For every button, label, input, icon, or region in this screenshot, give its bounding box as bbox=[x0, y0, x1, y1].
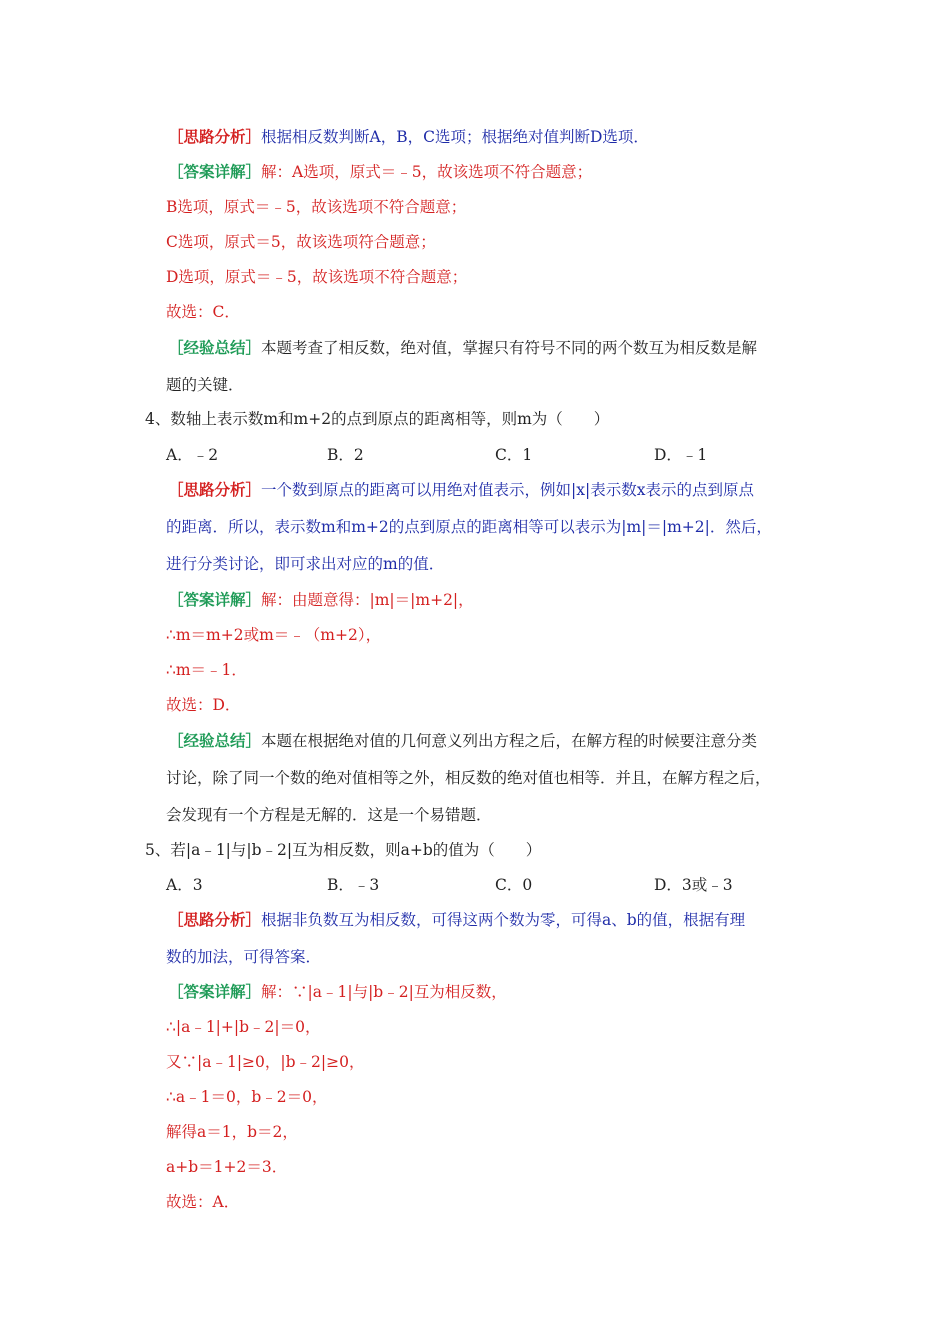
summary-text: 本题考查了相反数，绝对值，掌握只有符号不同的两个数互为相反数是解 bbox=[261, 339, 758, 357]
answer-line: ∴m＝﹣1． bbox=[166, 661, 247, 679]
q5-option-d: D．3或﹣3 bbox=[654, 876, 733, 894]
answer-line: D选项，原式＝﹣5，故该选项不符合题意； bbox=[166, 268, 468, 286]
analysis-text: 一个数到原点的距离可以用绝对值表示，例如|x|表示数x表示的点到原点 bbox=[261, 481, 754, 499]
summary-text: 本题在根据绝对值的几何意义列出方程之后，在解方程的时候要注意分类 bbox=[261, 732, 758, 750]
analysis-line: 的距离．所以，表示数m和m+2的点到原点的距离相等可以表示为|m|＝|m+2|．然后， bbox=[166, 518, 772, 536]
answer-line: C选项，原式＝5，故该选项符合题意； bbox=[166, 233, 436, 251]
q5-analysis bbox=[168, 909, 745, 931]
answer-tag: ［答案详解］ bbox=[168, 982, 262, 1001]
analysis-tag: ［思路分析］ bbox=[168, 127, 262, 146]
q4-summary bbox=[168, 730, 757, 752]
q4-question: 4、数轴上表示数m和m+2的点到原点的距离相等，则m为（ ） bbox=[145, 410, 610, 428]
answer-line: ∴|a﹣1|+|b﹣2|＝0， bbox=[166, 1018, 321, 1036]
q4-analysis bbox=[168, 479, 754, 501]
summary-tag: ［经验总结］ bbox=[168, 731, 262, 750]
answer-line: a+b＝1+2＝3． bbox=[166, 1158, 288, 1176]
analysis-tag: ［思路分析］ bbox=[168, 910, 262, 929]
q4-option-c: C．1 bbox=[495, 446, 533, 464]
answer-tag: ［答案详解］ bbox=[168, 590, 262, 609]
answer-text: 解：由题意得：|m|＝|m+2|， bbox=[261, 591, 474, 609]
answer-text: 解：A选项，原式＝﹣5，故该选项不符合题意； bbox=[261, 163, 593, 181]
answer-line: 又∵|a﹣1|≥0，|b﹣2|≥0， bbox=[166, 1053, 365, 1071]
q3-answer bbox=[168, 161, 592, 183]
answer-line: ∴m＝m+2或m＝﹣（m+2）， bbox=[166, 626, 382, 644]
summary-tag: ［经验总结］ bbox=[168, 338, 262, 357]
q4-option-b: B．2 bbox=[327, 446, 364, 464]
summary-line: 讨论，除了同一个数的绝对值相等之外，相反数的绝对值也相等．并且，在解方程之后， bbox=[166, 769, 771, 787]
answer-line: ∴a﹣1＝0，b﹣2＝0， bbox=[166, 1088, 328, 1106]
answer-tag: ［答案详解］ bbox=[168, 162, 262, 181]
q5-option-b: B．﹣3 bbox=[327, 876, 380, 894]
q4-answer bbox=[168, 589, 474, 611]
q5-option-a: A．3 bbox=[166, 876, 203, 894]
summary-line: 题的关键． bbox=[166, 376, 244, 394]
analysis-tag: ［思路分析］ bbox=[168, 480, 262, 499]
answer-text: 解：∵|a﹣1|与|b﹣2|互为相反数， bbox=[261, 983, 507, 1001]
answer-line: 解得a＝1，b＝2， bbox=[166, 1123, 298, 1141]
answer-line: B选项，原式＝﹣5，故该选项不符合题意； bbox=[166, 198, 467, 216]
q3-summary bbox=[168, 337, 757, 359]
summary-line: 会发现有一个方程是无解的．这是一个易错题． bbox=[166, 806, 492, 824]
q3-analysis bbox=[168, 126, 649, 148]
analysis-line: 进行分类讨论，即可求出对应的m的值． bbox=[166, 555, 445, 573]
q4-option-a: A．﹣2 bbox=[166, 446, 219, 464]
q5-question: 5、若|a﹣1|与|b﹣2|互为相反数，则a+b的值为（ ） bbox=[145, 841, 542, 859]
answer-line: 故选：D． bbox=[166, 696, 241, 714]
answer-line: 故选：A． bbox=[166, 1193, 240, 1211]
answer-line: 故选：C． bbox=[166, 303, 240, 321]
q5-answer bbox=[168, 981, 507, 1003]
analysis-line: 数的加法，可得答案． bbox=[166, 948, 322, 966]
analysis-text: 根据相反数判断A，B，C选项；根据绝对值判断D选项． bbox=[261, 128, 649, 146]
analysis-text: 根据非负数互为相反数，可得这两个数为零，可得a、b的值，根据有理 bbox=[261, 911, 746, 929]
q4-option-d: D．﹣1 bbox=[654, 446, 708, 464]
q5-option-c: C．0 bbox=[495, 876, 533, 894]
